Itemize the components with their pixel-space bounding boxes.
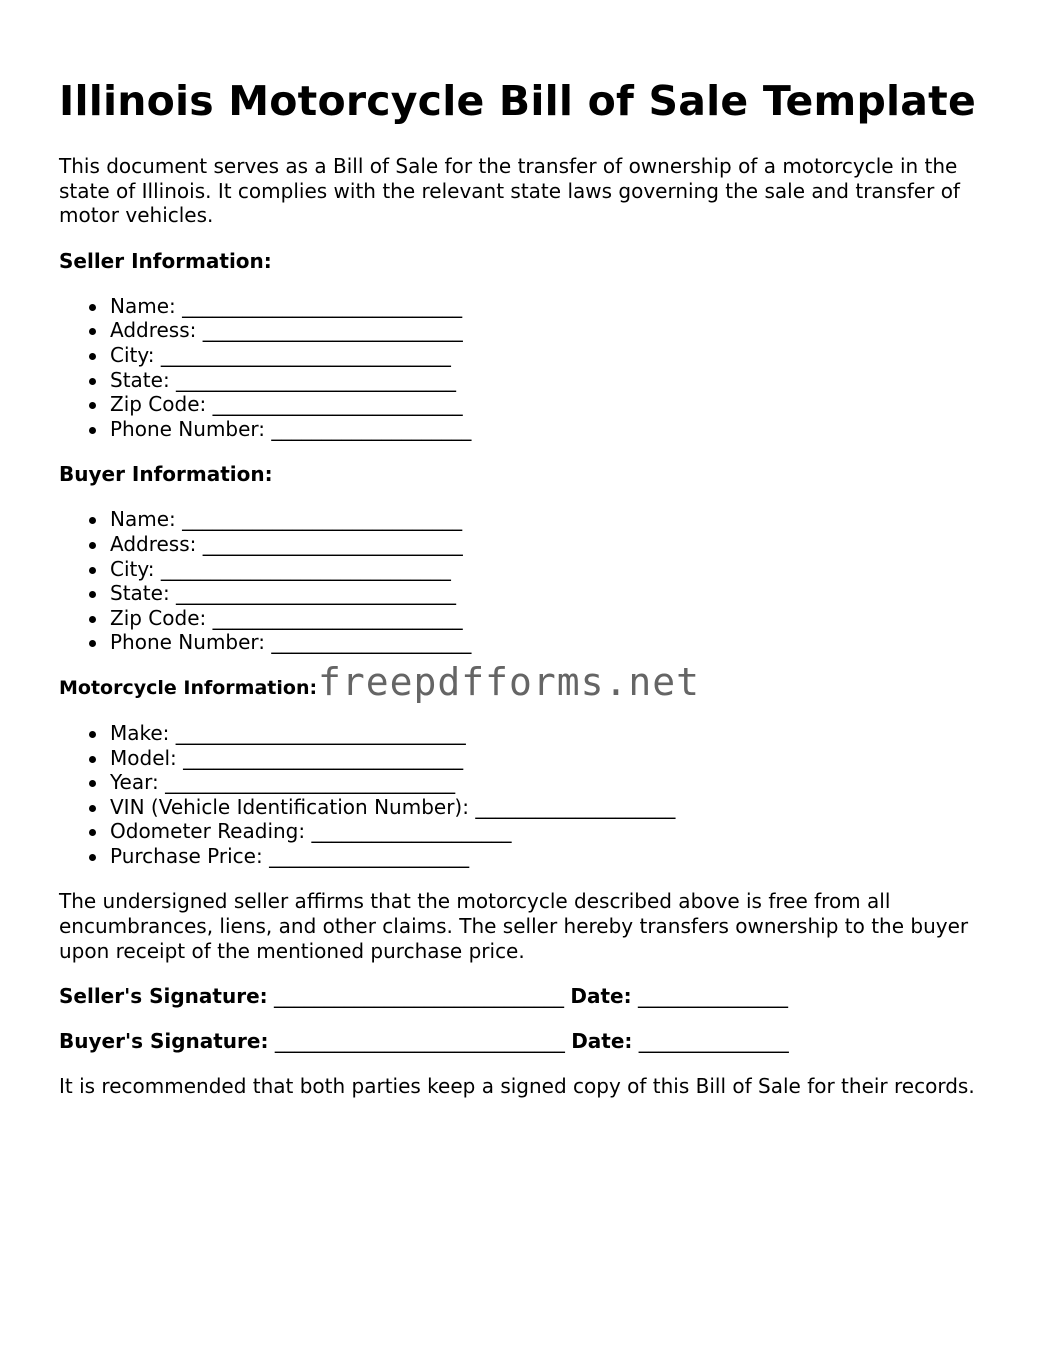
motorcycle-model-field [83, 746, 1009, 771]
field-text: City: _____________________________ [110, 556, 451, 581]
bullet-icon [89, 731, 96, 738]
buyer-zip-field [83, 606, 1009, 631]
seller-signature-line [59, 984, 1009, 1008]
bullet-icon [89, 756, 96, 763]
seller-state-field [83, 368, 1009, 393]
bullet-icon [89, 854, 96, 861]
motorcycle-fields-list [59, 721, 1009, 869]
motorcycle-make-field [83, 721, 1009, 746]
field-text: Name: ____________________________ [110, 507, 463, 532]
bullet-icon [89, 304, 96, 311]
motorcycle-odometer-field [83, 819, 1009, 844]
bullet-icon [89, 427, 96, 434]
field-text: Address: __________________________ [110, 318, 463, 343]
seller-section-heading: Seller Information: [59, 248, 272, 273]
seller-signature-blank: _____________________________ [267, 984, 571, 1009]
bullet-icon [89, 328, 96, 335]
motorcycle-vin-field [83, 795, 1009, 820]
seller-signature-label: Seller's Signature: [59, 984, 268, 1009]
field-text: City: _____________________________ [110, 342, 451, 367]
field-text: Model: ____________________________ [110, 745, 464, 770]
motorcycle-section-heading: Motorcycle Information: [59, 676, 318, 699]
seller-city-field [83, 343, 1009, 368]
field-text: VIN (Vehicle Identification Number): ____________________ [110, 794, 676, 819]
field-text: Address: __________________________ [110, 531, 463, 556]
bullet-icon [89, 517, 96, 524]
bullet-icon [89, 805, 96, 812]
seller-date-blank: _______________ [631, 984, 788, 1009]
buyer-state-field [83, 581, 1009, 606]
bullet-icon [89, 567, 96, 574]
seller-zip-field [83, 392, 1009, 417]
affirmation-paragraph: The undersigned seller affirms that the motorcycle described above is free from all encumbrances, liens, and other claims. The seller hereby transfers ownership to the buyer upon receipt of the mentioned purchase price. [59, 889, 969, 963]
bullet-icon [89, 640, 96, 647]
field-text: Phone Number: ____________________ [110, 630, 472, 655]
page-title: Illinois Motorcycle Bill of Sale Template [59, 77, 976, 125]
field-text: State: ____________________________ [110, 367, 457, 392]
buyer-date-label: Date: [571, 1029, 633, 1054]
buyer-address-field [83, 532, 1009, 557]
buyer-name-field [83, 507, 1009, 532]
bullet-icon [89, 542, 96, 549]
motorcycle-price-field [83, 844, 1009, 869]
buyer-signature-blank: _____________________________ [268, 1029, 572, 1054]
recommendation-paragraph: It is recommended that both parties keep a signed copy of this Bill of Sale for their records. [59, 1074, 975, 1099]
buyer-signature-label: Buyer's Signature: [59, 1029, 269, 1054]
intro-paragraph: This document serves as a Bill of Sale for the transfer of ownership of a motorcycle in the state of Illinois. It complies with the relevant state laws governing the sale and transfer of motor vehicles. [59, 154, 960, 228]
seller-phone-field [83, 417, 1009, 442]
buyer-date-blank: _______________ [632, 1029, 789, 1054]
field-text: Make: _____________________________ [110, 720, 466, 745]
field-text: Phone Number: ____________________ [110, 416, 472, 441]
bullet-icon [89, 780, 96, 787]
buyer-section-heading: Buyer Information: [59, 462, 273, 487]
motorcycle-year-field [83, 770, 1009, 795]
buyer-phone-field [83, 630, 1009, 655]
buyer-city-field [83, 557, 1009, 582]
buyer-signature-line [59, 1029, 1009, 1053]
document-page [59, 0, 1009, 1099]
field-text: State: ____________________________ [110, 581, 457, 606]
field-text: Zip Code: _________________________ [110, 392, 463, 417]
bullet-icon [89, 829, 96, 836]
bullet-icon [89, 591, 96, 598]
field-text: Odometer Reading: ____________________ [110, 819, 512, 844]
seller-fields-list [59, 294, 1009, 442]
bullet-icon [89, 616, 96, 623]
seller-address-field [83, 318, 1009, 343]
field-text: Name: ____________________________ [110, 293, 463, 318]
buyer-fields-list [59, 507, 1009, 655]
field-text: Zip Code: _________________________ [110, 605, 463, 630]
bullet-icon [89, 353, 96, 360]
seller-date-label: Date: [570, 984, 632, 1009]
bullet-icon [89, 402, 96, 409]
seller-name-field [83, 294, 1009, 319]
bullet-icon [89, 378, 96, 385]
watermark: freepdfforms.net [318, 660, 701, 704]
field-text: Purchase Price: ____________________ [110, 843, 470, 868]
field-text: Year: _____________________________ [110, 770, 456, 795]
